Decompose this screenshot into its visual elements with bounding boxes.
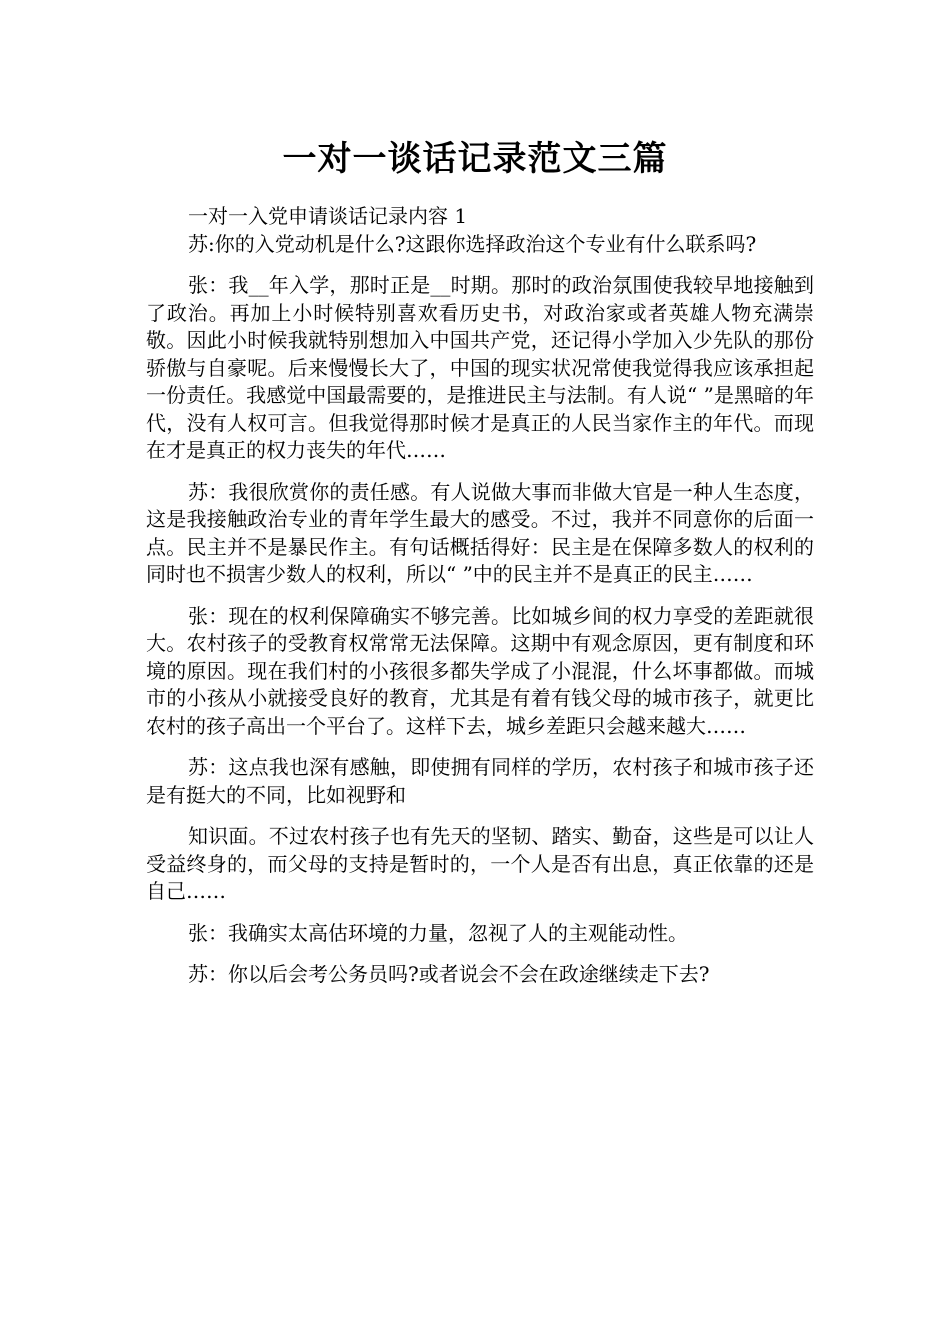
paragraph: 张：我确实太高估环境的力量，忽视了人的主观能动性。 — [188, 920, 688, 945]
paragraph: 苏：我很欣赏你的责任感。有人说做大事而非做大官是一种人生态度，这是我接触政治专业的青年学生最大的感受。不过，我并不同意你的后面一点。民主并不是暴民作主。有句话概括得好：民主是在保障多数人的权利的同时也不损害少数人的权利，所以“ ”中的民主并不是真正的民主…… — [146, 479, 814, 586]
paragraph: 知识面。不过农村孩子也有先天的坚韧、踏实、勤奋，这些是可以让人受益终身的，而父母的支持是暂时的，一个人是否有出息，真正依靠的还是自己…… — [146, 824, 814, 903]
paragraph: 张：我__年入学，那时正是__时期。那时的政治氛围使我较早地接触到了政治。再加上小时候特别喜欢看历史书，对政治家或者英雄人物充满崇敬。因此小时候我就特别想加入中国共产党，还记得小学加入少先队的那份骄傲与自豪呢。后来慢慢长大了，中国的现实状况常使我觉得我应该承担起一份责任。我感觉中国最需要的，是推进民主与法制。有人说“ ”是黑暗的年代，没有人权可言。但我觉得那时候才是真正的人民当家作主的年代。而现在才是真正的权力丧失的年代…… — [146, 273, 814, 462]
document-body — [146, 203, 814, 989]
paragraph: 苏：这点我也深有感触，即使拥有同样的学历，农村孩子和城市孩子还是有挺大的不同，比如视野和 — [146, 755, 814, 807]
document-title: 一对一谈话记录范文三篇 — [282, 139, 668, 179]
section-heading: 一对一入党申请谈话记录内容 1 — [188, 204, 468, 228]
paragraph: 张：现在的权利保障确实不够完善。比如城乡间的权力享受的差距就很大。农村孩子的受教育权常常无法保障。这期中有观念原因，更有制度和环境的原因。现在我们村的小孩很多都失学成了小混混，什么坏事都做。而城市的小孩从小就接受良好的教育，尤其是有着有钱父母的城市孩子，就更比农村的孩子高出一个平台了。这样下去，城乡差距只会越来越大…… — [146, 603, 814, 738]
paragraph: 苏：你以后会考公务员吗?或者说会不会在政途继续走下去? — [188, 962, 710, 986]
paragraph: 苏:你的入党动机是什么?这跟你选择政治这个专业有什么联系吗? — [188, 231, 757, 256]
